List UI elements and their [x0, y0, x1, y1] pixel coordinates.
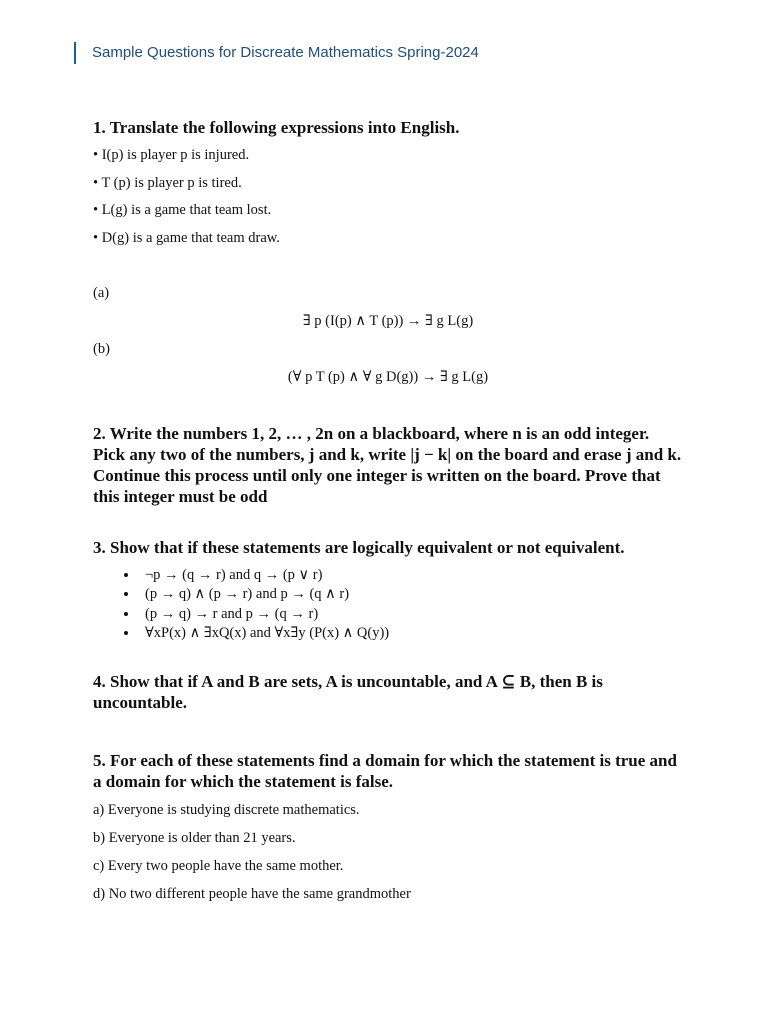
definition-item: • L(g) is a game that team lost.	[93, 202, 272, 218]
list-item: • (p → q) → r and p → (q → r)	[139, 605, 683, 625]
list-item: • (p → q) ∧ (p → r) and p → (q ∧ r)	[139, 585, 683, 605]
statement-item: a) Everyone is studying discrete mathematics.	[93, 801, 360, 818]
definition-item: • I(p) is player p is injured.	[93, 147, 250, 163]
question-5-title: 5. For each of these statements find a domain for which the statement is true and a domain for which the statement is false.	[93, 750, 677, 791]
statement-item: d) No two different people have the same grandmother	[93, 885, 411, 902]
definition-item: • D(g) is a game that team draw.	[93, 229, 280, 246]
part-a-label: (a)	[93, 284, 110, 301]
definition-item: • T (p) is player p is tired.	[93, 174, 242, 191]
document-header: Sample Questions for Discreate Mathematics Spring-2024	[74, 42, 479, 64]
part-b-formula: (∀ p T (p) ∧ ∀ g D(g)) → ∃ g L(g)	[287, 368, 489, 385]
part-b-label: (b)	[93, 340, 110, 357]
part-a-formula: ∃ p (I(p) ∧ T (p)) → ∃ g L(g)	[302, 312, 474, 329]
document-body	[93, 117, 683, 903]
statement-item: c) Every two people have the same mother.	[93, 857, 344, 874]
question-4-title: 4. Show that if A and B are sets, A is uncountable, and A ⊆ B, then B is uncountable.	[93, 671, 603, 712]
list-item: • ¬p → (q → r) and q → (p ∨ r)	[139, 566, 683, 586]
statement-item: b) Everyone is older than 21 years.	[93, 829, 296, 846]
list-item: • ∀xP(x) ∧ ∃xQ(x) and ∀x∃y (P(x) ∧ Q(y))	[139, 624, 683, 644]
question-3-title: 3. Show that if these statements are logically equivalent or not equivalent.	[93, 537, 625, 557]
question-2-title: 2. Write the numbers 1, 2, … , 2n on a blackboard, where n is an odd integer. Pick any two of the numbers, j and k, write |j − k| on the board and erase j and k. Continue this process until only one integer is written on the board. Prove that this integer must be odd	[93, 423, 682, 506]
question-1-title: 1. Translate the following expressions into English.	[93, 118, 460, 137]
equivalence-list	[93, 566, 683, 644]
